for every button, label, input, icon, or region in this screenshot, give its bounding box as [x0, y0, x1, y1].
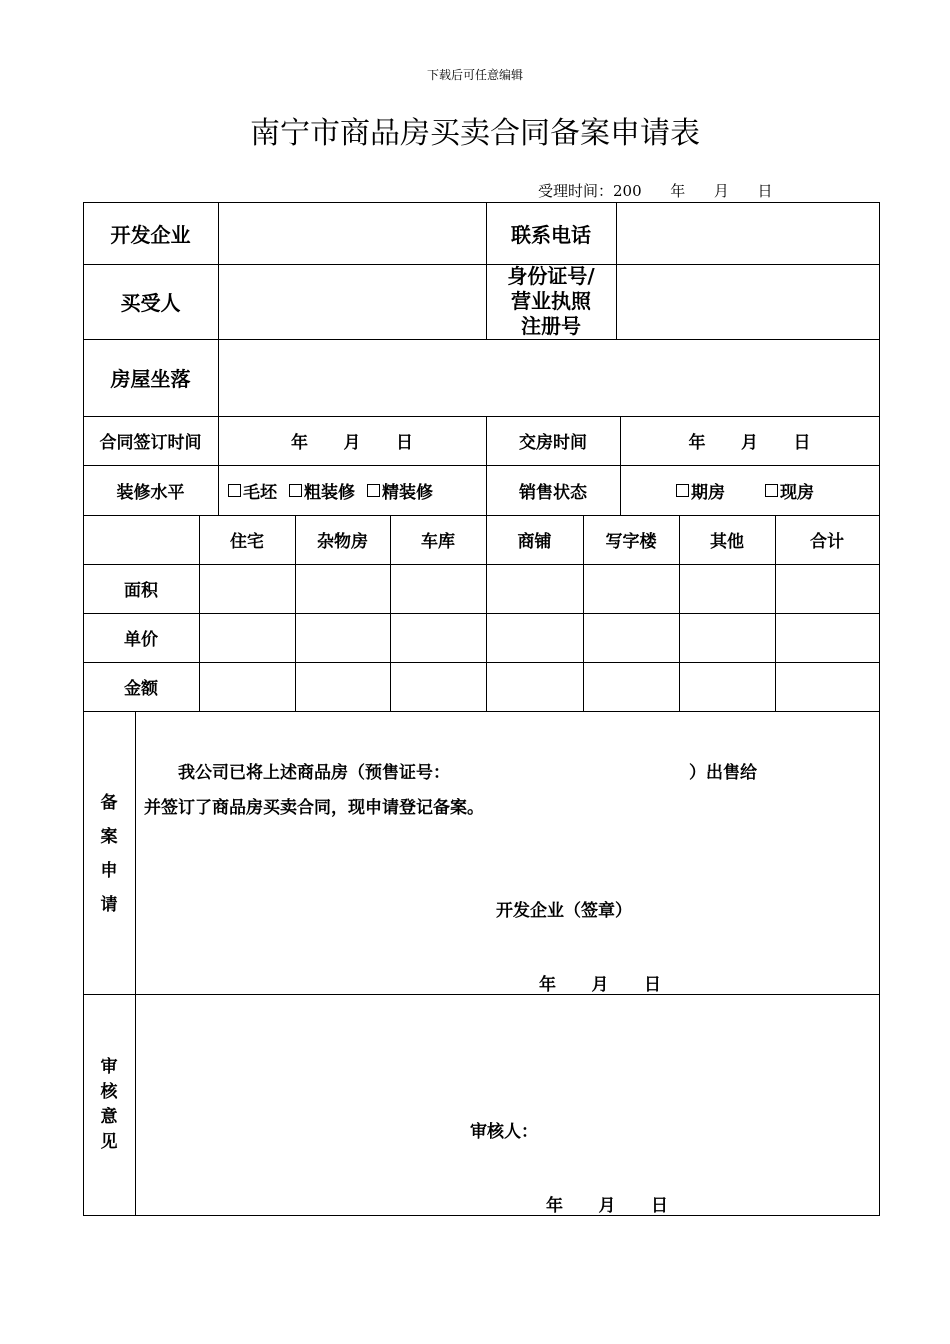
location-field[interactable] [219, 340, 878, 415]
sales-label: 销售状态 [519, 482, 587, 503]
page-title: 南宁市商品房买卖合同备案申请表 [250, 116, 700, 151]
sales-options [620, 465, 879, 515]
filing-label [83, 711, 135, 994]
sales-option-presale[interactable] [676, 478, 725, 503]
decoration-option-fine[interactable] [367, 478, 433, 503]
checkbox-icon [765, 484, 778, 497]
option-label: 粗装修 [304, 482, 355, 503]
reviewer-label: 审核人： [470, 1122, 538, 1142]
review-label-char: 审 [100, 1056, 118, 1077]
review-label-char: 意 [100, 1106, 118, 1127]
developer-field[interactable] [219, 203, 485, 263]
checkbox-icon [676, 484, 689, 497]
accept-time: 受理时间：200 年 月 日 [538, 182, 773, 200]
buyer-field[interactable] [219, 265, 485, 338]
checkbox-icon [367, 484, 380, 497]
filing-date: 年 月 日 [539, 975, 662, 995]
option-label: 精装修 [382, 482, 433, 503]
filing-label-char: 请 [100, 894, 118, 915]
id-label-line-1: 身份证号/ [507, 264, 595, 288]
filing-label-char: 备 [100, 792, 118, 813]
checkbox-icon [289, 484, 302, 497]
id-label-line-2: 营业执照 [511, 289, 591, 313]
decoration-options [218, 465, 486, 515]
phone-label: 联系电话 [511, 222, 591, 247]
handover-label: 交房时间 [519, 433, 587, 453]
sales-option-existing[interactable] [765, 478, 814, 503]
filing-label-char: 案 [100, 826, 118, 847]
checkbox-icon [228, 484, 241, 497]
sign-date-label: 合同签订时间 [99, 433, 202, 453]
option-label: 期房 [691, 482, 725, 503]
decoration-label: 装修水平 [116, 482, 185, 503]
review-date: 年 月 日 [546, 1196, 669, 1216]
review-label-char: 见 [100, 1131, 118, 1152]
id-number-label [486, 264, 616, 339]
decoration-option-basic[interactable] [289, 478, 355, 503]
location-label: 房屋坐落 [110, 367, 191, 391]
review-label [83, 994, 135, 1215]
filing-statement-suffix: ）出售给 [689, 763, 757, 783]
row-label-amount: 金额 [124, 679, 158, 699]
option-label: 毛坯 [243, 482, 277, 503]
column-header: 其他 [710, 532, 744, 552]
filing-statement-line2: 并签订了商品房买卖合同，现申请登记备案。 [144, 798, 484, 818]
handover-date-field[interactable]: 年 月 日 [688, 433, 811, 453]
column-header: 写字楼 [605, 532, 657, 552]
row-label-area: 面积 [124, 581, 158, 601]
column-header: 杂物房 [317, 532, 368, 552]
buyer-label: 买受人 [120, 291, 181, 315]
column-header: 住宅 [230, 532, 264, 552]
review-label-char: 核 [100, 1081, 118, 1102]
id-number-field[interactable] [617, 265, 878, 338]
header-note: 下载后可任意编辑 [426, 68, 523, 82]
filing-label-char: 申 [100, 860, 118, 881]
row-label-unit-price: 单价 [124, 630, 158, 650]
developer-seal: 开发企业（签章） [496, 901, 632, 921]
column-header: 车库 [421, 532, 455, 552]
sign-date-field[interactable]: 年 月 日 [290, 433, 414, 453]
developer-label: 开发企业 [110, 222, 191, 247]
filing-statement-prefix: 我公司已将上述商品房（预售证号： [178, 763, 450, 783]
option-label: 现房 [780, 482, 814, 503]
column-header: 商铺 [517, 532, 552, 552]
id-label-line-3: 注册号 [521, 314, 581, 338]
decoration-option-rough[interactable] [228, 478, 277, 503]
phone-field[interactable] [617, 203, 878, 263]
column-header: 合计 [810, 532, 844, 552]
